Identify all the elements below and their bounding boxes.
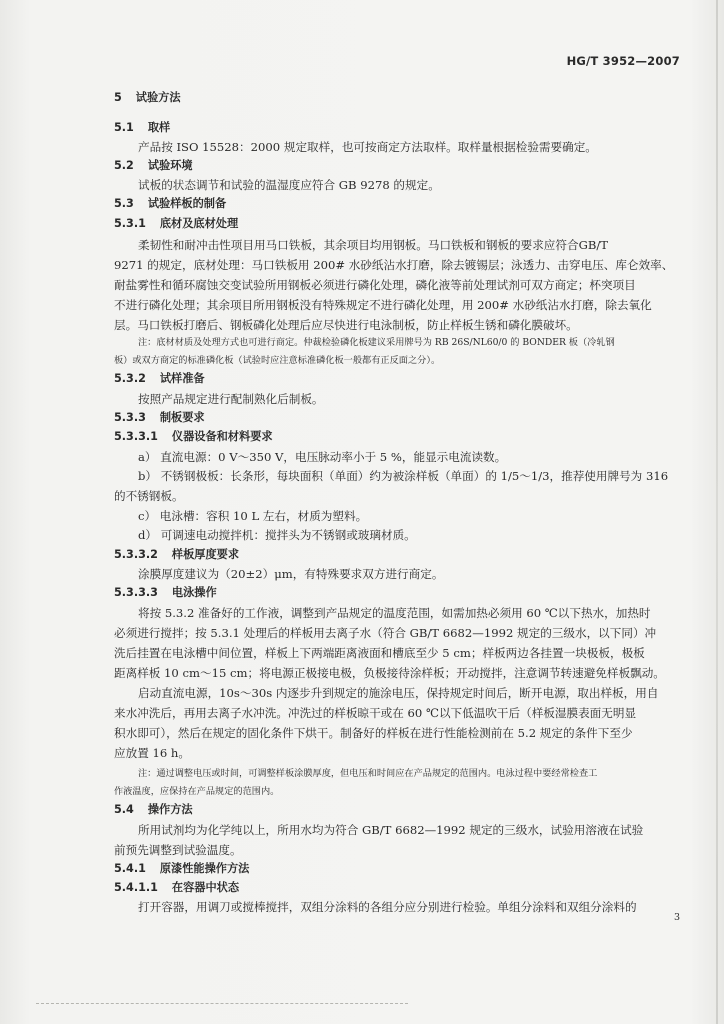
- paragraph-line: 打开容器，用调刀或搅棒搅拌，双组分涂料的各组分应分别进行检验。单组分涂料和双组分涂料的: [138, 900, 637, 914]
- list-item: a） 直流电源：0 V～350 V，电压脉动率小于 5 %，能显示电流读数。: [138, 450, 507, 464]
- section-heading: 5.3.3 制板要求: [114, 411, 205, 424]
- paragraph-line: 按照产品规定进行配制熟化后制板。: [138, 392, 324, 406]
- page-number: 3: [673, 912, 680, 923]
- paragraph-line: 必须进行搅拌；按 5.3.1 处理后的样板用去离子水（符合 GB/T 6682—1992 规定的三级水，以下同）冲: [114, 626, 657, 640]
- section-heading: 5.4.1.1 在容器中状态: [114, 881, 240, 894]
- section-heading: 5.3.3.2 样板厚度要求: [114, 548, 240, 561]
- paragraph-line: 来水冲洗后，再用去离子水冲洗。冲洗过的样板晾干或在 60 ℃以下低温吹干后（样板湿膜表面无明显: [114, 706, 637, 720]
- list-item: c） 电泳槽：容积 10 L 左右，材质为塑料。: [138, 509, 368, 523]
- list-item: b） 不锈钢极板：长条形，每块面积（单面）约为被涂样板（单面）的 1/5～1/3，推荐使用牌号为 316: [138, 469, 669, 483]
- paragraph-line: 9271 的规定，底材处理：马口铁板用 200# 水砂纸沾水打磨，除去镀锡层；泳透力、击穿电压、库仑效率、: [114, 258, 674, 272]
- section-heading: 5.1 取样: [114, 121, 171, 134]
- note-line: 注：通过调整电压或时间，可调整样板涂膜厚度，但电压和时间应在产品规定的范围内。电泳过程中要经常检查工: [138, 768, 598, 779]
- paragraph-line: 应放置 16 h。: [114, 746, 190, 760]
- paragraph-line: 涂膜厚度建议为（20±2）μm，有特殊要求双方进行商定。: [138, 567, 444, 581]
- paragraph-line: 启动直流电源，10s～30s 内逐步升到规定的施涂电压，保持规定时间后，断开电源，取出样板，用自: [138, 686, 659, 700]
- list-item: d） 可调速电动搅拌机：搅拌头为不锈钢或玻璃材质。: [138, 528, 416, 542]
- section-heading: 5.3.1 底材及底材处理: [114, 217, 239, 230]
- note-line: 板）或双方商定的标准磷化板（试验时应注意标准磷化板一般都有正反面之分）。: [114, 355, 441, 366]
- section-heading: 5.4.1 原漆性能操作方法: [114, 862, 250, 875]
- paragraph-line: 柔韧性和耐冲击性项目用马口铁板，其余项目均用钢板。马口铁板和钢板的要求应符合GB/T: [138, 238, 608, 252]
- section-heading: 5.2 试验环境: [114, 159, 193, 172]
- paragraph-line: 洗后挂置在电泳槽中间位置，样板上下两端距离液面和槽底至少 5 cm；样板两边各挂置一块极板，极板: [114, 646, 645, 660]
- section-heading: 5 试验方法: [114, 91, 181, 104]
- footer-rule: [36, 1003, 408, 1004]
- list-item: 的不锈钢板。: [114, 489, 184, 503]
- paragraph-line: 产品按 ISO 15528：2000 规定取样，也可按商定方法取样。取样量根据检验需要确定。: [138, 140, 597, 154]
- paragraph-line: 积水即可），然后在规定的固化条件下烘干。制备好的样板在进行性能检测前在 5.2 规定的条件下至少: [114, 726, 633, 740]
- paragraph-line: 所用试剂均为化学纯以上，所用水均为符合 GB/T 6682—1992 规定的三级水，试验用溶液在试验: [138, 823, 644, 837]
- paragraph-line: 耐盐雾性和循环腐蚀交变试验所用钢板必须进行磷化处理，磷化液等前处理试剂可双方商定；杯突项目: [114, 278, 636, 292]
- section-heading: 5.4 操作方法: [114, 803, 193, 816]
- paragraph-line: 不进行磷化处理；其余项目所用钢板没有特殊规定不进行磷化处理，用 200# 水砂纸沾水打磨，除去氧化: [114, 298, 652, 312]
- paragraph-line: 前预先调整到试验温度。: [114, 843, 242, 857]
- page-edge-shadow: [716, 0, 718, 1024]
- paragraph-line: 将按 5.3.2 准备好的工作液，调整到产品规定的温度范围，如需加热必须用 60 ℃以下热水，加热时: [138, 606, 651, 620]
- standard-number: HG/T 3952—2007: [566, 54, 680, 68]
- note-line: 注：底材材质及处理方式也可进行商定。仲裁检验磷化板建议采用牌号为 RB 26S/NL60/0 的 BONDER 板（冷轧钢: [138, 337, 615, 348]
- paragraph-line: 距离样板 10 cm～15 cm；将电源正极接电极，负极接待涂样板；开动搅拌，注意调节转速避免样板飘动。: [114, 666, 665, 680]
- section-heading: 5.3.3.3 电泳操作: [114, 586, 217, 599]
- paragraph-line: 层。马口铁板打磨后、钢板磷化处理后应尽快进行电泳制板，防止样板生锈和磷化膜破坏。: [114, 318, 578, 332]
- section-heading: 5.3.3.1 仪器设备和材料要求: [114, 430, 273, 443]
- note-line: 作液温度，应保持在产品规定的范围内。: [114, 786, 280, 797]
- paragraph-line: 试板的状态调节和试验的温湿度应符合 GB 9278 的规定。: [138, 178, 440, 192]
- section-heading: 5.3 试验样板的制备: [114, 197, 227, 210]
- section-heading: 5.3.2 试样准备: [114, 372, 205, 385]
